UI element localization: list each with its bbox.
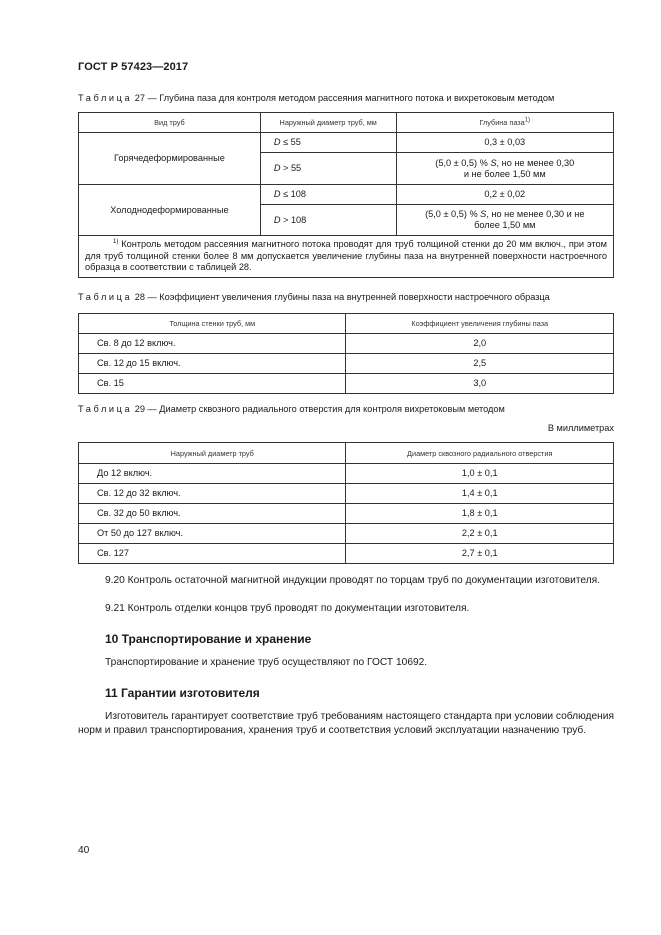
table-cell: До 12 включ.	[79, 464, 346, 484]
table-cell: 1,0 ± 0,1	[346, 464, 614, 484]
paragraph-9-21: 9.21 Контроль отделки концов труб проводят по документации изготовителя.	[105, 603, 470, 614]
table-cell: (5,0 ± 0,5) % S, но не менее 0,30 и не более 1,50 мм	[396, 153, 613, 185]
table-cell: D > 108	[260, 205, 396, 236]
table29-units: В миллиметрах	[547, 423, 614, 433]
table-cell: 2,7 ± 0,1	[346, 544, 614, 564]
table-cell: Св. 8 до 12 включ.	[79, 334, 346, 354]
table27-header-type: Вид труб	[79, 113, 261, 133]
table-cell: 1,4 ± 0,1	[346, 484, 614, 504]
table28-header-coefficient: Коэффициент увеличения глубины паза	[346, 314, 614, 334]
table-row	[79, 464, 614, 484]
table28-caption	[78, 292, 550, 302]
table-row	[79, 524, 614, 544]
table27-group-hot: Горячедеформированные	[79, 133, 261, 185]
table-cell: 1,8 ± 0,1	[346, 504, 614, 524]
table29-header-hole: Диаметр сквозного радиального отверстия	[346, 443, 614, 464]
table27	[78, 112, 614, 278]
table-cell: (5,0 ± 0,5) % S, но не менее 0,30 и не более 1,50 мм	[396, 205, 613, 236]
table28	[78, 313, 614, 394]
table-cell: От 50 до 127 включ.	[79, 524, 346, 544]
table-cell: 2,2 ± 0,1	[346, 524, 614, 544]
section-10-text: Транспортирование и хранение труб осуществляют по ГОСТ 10692.	[105, 657, 428, 668]
table27-caption-word: Таблица	[78, 93, 133, 103]
table-cell: 2,0	[346, 334, 614, 354]
table27-group-cold: Холоднодеформированные	[79, 185, 261, 236]
table-cell: D ≤ 55	[260, 133, 396, 153]
table-row	[79, 334, 614, 354]
section-11-title: 11 Гарантии изготовителя	[105, 686, 260, 700]
table29	[78, 442, 614, 564]
table29-header-diameter: Наружный диаметр труб	[79, 443, 346, 464]
table-cell: D ≤ 108	[260, 185, 396, 205]
table29-caption-text: 29 — Диаметр сквозного радиального отверстия для контроля вихретоковым методом	[132, 404, 505, 414]
table-cell: 0,2 ± 0,02	[396, 185, 613, 205]
table-cell: Св. 15	[79, 374, 346, 394]
table-cell: 2,5	[346, 354, 614, 374]
table-cell: Св. 127	[79, 544, 346, 564]
table29-caption-word: Таблица	[78, 404, 133, 414]
table-cell: 0,3 ± 0,03	[396, 133, 613, 153]
table27-caption	[78, 93, 554, 103]
table-row	[79, 484, 614, 504]
paragraph-9-20: 9.20 Контроль остаточной магнитной индукции проводят по торцам труб по документации изготовителя.	[105, 575, 601, 586]
table-cell: D > 55	[260, 153, 396, 185]
table27-caption-text: 27 — Глубина паза для контроля методом рассеяния магнитного потока и вихретоковым методом	[132, 93, 555, 103]
table-cell: Св. 12 до 15 включ.	[79, 354, 346, 374]
page-number: 40	[78, 845, 90, 856]
table27-footnote: $^{1)}$ Контроль методом рассеяния магнитного потока проводят для труб толщиной стенки до 20 мм включ., при этом для труб толщиной стенки более 8 мм допускается увеличение глубины паза на внутренней поверхности настроечного образца в соответствии с таблицей 28.	[79, 236, 614, 278]
section-11-text: Изготовитель гарантирует соответствие труб требованиям настоящего стандарта при условии соблюдения норм и правил транспортирования, хранения труб и соответствия условий эксплуатации назначению труб.	[78, 711, 614, 736]
table-cell: Св. 32 до 50 включ.	[79, 504, 346, 524]
table27-header-depth: Глубина паза$^{1)}$	[396, 113, 613, 133]
table-row	[79, 354, 614, 374]
section-10-title: 10 Транспортирование и хранение	[105, 632, 312, 646]
table27-header-diameter: Наружный диаметр труб, мм	[260, 113, 396, 133]
table29-caption	[78, 404, 505, 414]
table-cell: 3,0	[346, 374, 614, 394]
table28-caption-text: 28 — Коэффициент увеличения глубины паза на внутренней поверхности настроечного образца	[132, 292, 550, 302]
table-row	[79, 504, 614, 524]
table28-caption-word: Таблица	[78, 292, 133, 302]
document-header: ГОСТ Р 57423—2017	[78, 61, 189, 73]
table-cell: Св. 12 до 32 включ.	[79, 484, 346, 504]
table-row	[79, 544, 614, 564]
table28-header-thickness: Толщина стенки труб, мм	[79, 314, 346, 334]
table-row	[79, 374, 614, 394]
